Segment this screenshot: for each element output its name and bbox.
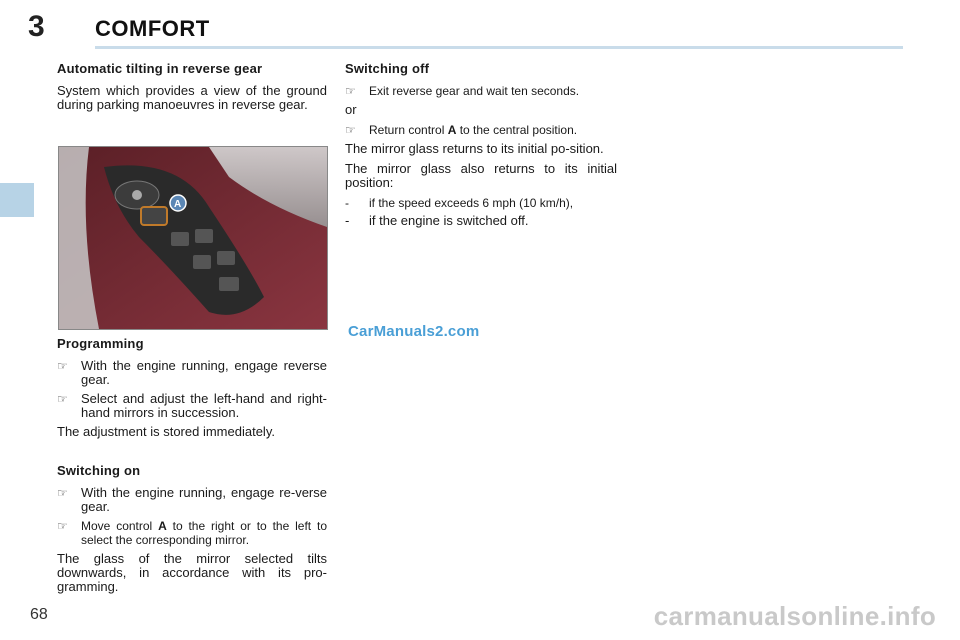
switching-off-bullet: [345, 84, 617, 98]
condition-item: [345, 196, 617, 210]
switching-off-heading: Switching off: [345, 61, 430, 76]
chapter-number: 3: [28, 10, 45, 43]
switching-on-note: The glass of the mirror selected tilts downwards, in accordance with its pro-gramming.: [57, 551, 327, 594]
switching-off-note-1: The mirror glass returns to its initial po-sition.: [345, 141, 604, 156]
site-watermark[interactable]: CarManuals2.com: [348, 323, 480, 340]
switching-off-section: [345, 62, 617, 232]
switching-on-heading: Switching on: [57, 463, 141, 478]
programming-note: The adjustment is stored immediately.: [57, 424, 275, 439]
switching-off-bullet-text-post: to the central position.: [456, 123, 578, 137]
switching-on-bullet-text: With the engine running, engage re-verse gear.: [81, 485, 327, 514]
programming-bullet: [57, 359, 327, 387]
page-number: 68: [30, 606, 48, 623]
programming-bullet: [57, 392, 327, 420]
dash-marker: -: [345, 196, 349, 210]
switching-on-bullet: [57, 486, 327, 514]
switching-off-bullet: [345, 123, 617, 137]
dash-marker: -: [345, 213, 350, 228]
programming-bullet-text: With the engine running, engage reverse gear.: [81, 358, 327, 387]
auto-tilt-heading: Automatic tilting in reverse gear: [57, 61, 263, 76]
programming-bullet-text: Select and adjust the left-hand and right-hand mirrors in succession.: [81, 391, 327, 420]
footer-watermark: carmanualsonline.info: [653, 601, 936, 631]
chapter-title: COMFORT: [95, 16, 210, 41]
switching-on-bullet-text-post: to the right or to the left to select the corresponding mirror.: [81, 519, 327, 547]
or-text: or: [345, 102, 357, 117]
condition-text: if the engine is switched off.: [369, 213, 529, 228]
pointing-hand-icon: ☞: [57, 392, 68, 406]
control-a-ref: A: [447, 123, 457, 137]
door-controls-photo: [58, 146, 328, 330]
condition-text: if the speed exceeds 6 mph (10 km/h),: [369, 196, 574, 210]
pointing-hand-icon: ☞: [345, 84, 356, 98]
pointing-hand-icon: ☞: [57, 486, 68, 500]
switching-on-bullet-text-pre: Move control: [81, 519, 159, 533]
control-a-ref: A: [158, 519, 167, 533]
left-column: [57, 62, 327, 118]
switching-off-bullet-text-pre: Return control: [369, 123, 448, 137]
programming-heading: Programming: [57, 336, 144, 351]
auto-tilt-section: [57, 62, 327, 112]
switching-on-section: [57, 464, 327, 600]
pointing-hand-icon: ☞: [345, 123, 356, 137]
programming-section: [57, 337, 327, 445]
header-rule: [95, 46, 903, 49]
condition-item: [345, 214, 617, 228]
switching-off-note-2: The mirror glass also returns to its initial position:: [345, 161, 617, 190]
switching-on-bullet: [57, 519, 327, 547]
pointing-hand-icon: ☞: [57, 359, 68, 373]
pointing-hand-icon: ☞: [57, 519, 68, 533]
auto-tilt-text: System which provides a view of the ground during parking manoeuvres in reverse gear.: [57, 83, 327, 112]
control-a-label: A: [174, 199, 182, 210]
door-panel-illustration: [59, 147, 327, 329]
switching-off-bullet-text: Exit reverse gear and wait ten seconds.: [369, 84, 580, 98]
chapter-side-tab: [0, 183, 34, 217]
